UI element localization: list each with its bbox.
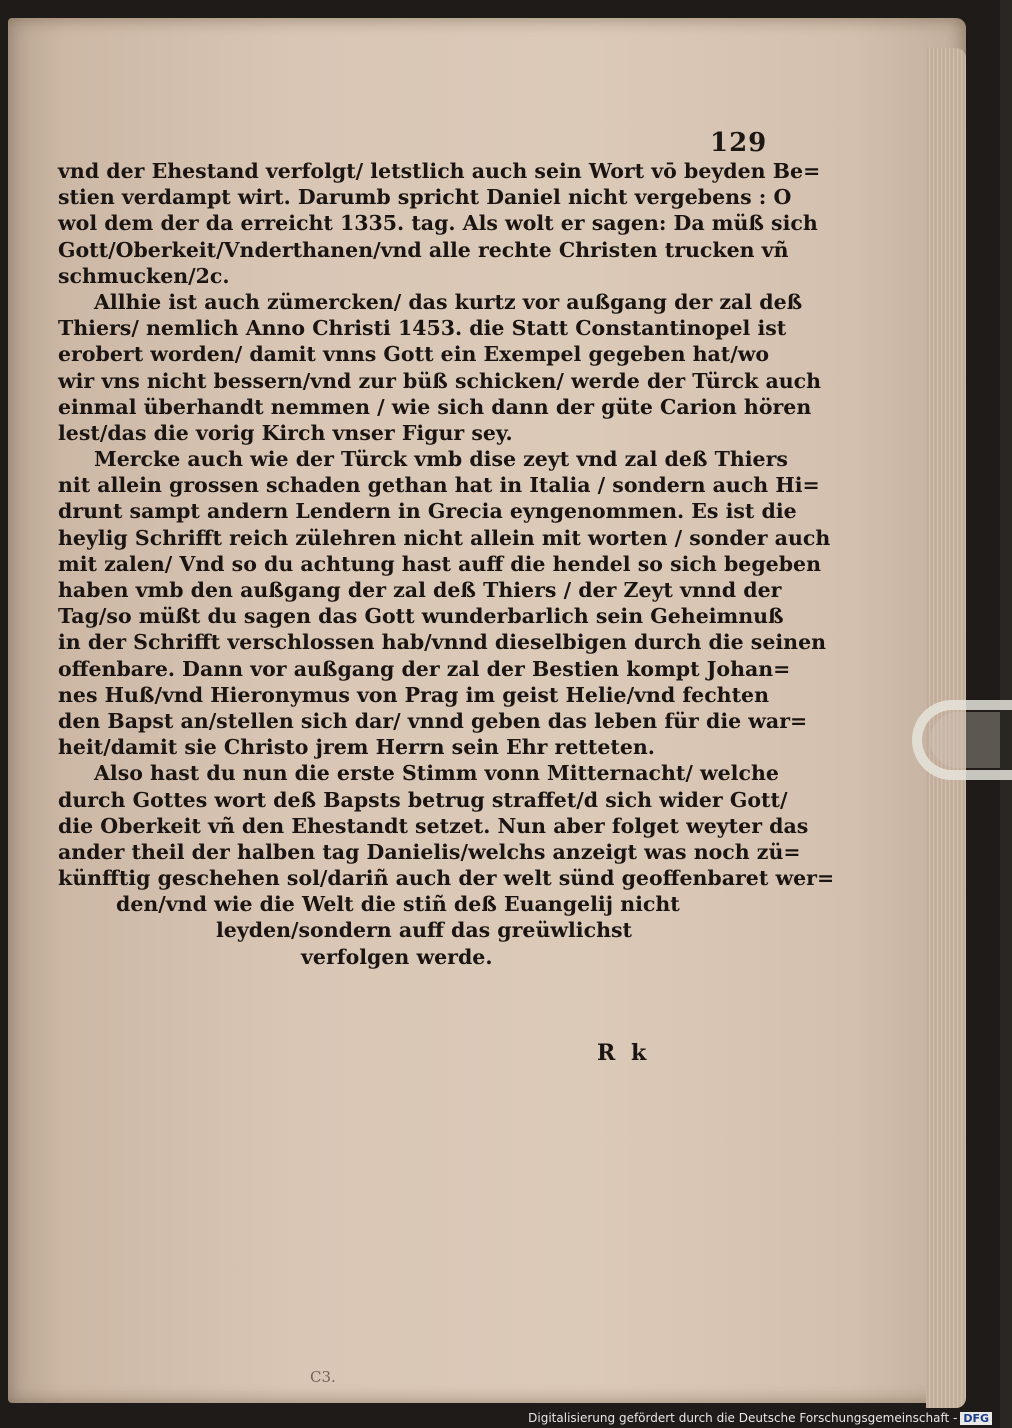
- text-line: mit zalen/ Vnd so du achtung hast auff die hendel so sich begeben: [58, 551, 821, 576]
- text-line: Mercke auch wie der Türck vmb dise zeyt vnd zal deß Thiers: [94, 447, 788, 472]
- body-text: [58, 158, 835, 970]
- text-line: künfftig geschehen sol/dariñ auch der welt sünd geoffenbaret wer=: [58, 866, 835, 891]
- text-line: Tag/so müßt du sagen das Gott wunderbarlich sein Geheimnuß: [58, 604, 784, 629]
- footer-credit: [528, 1411, 992, 1425]
- text-line: Allhie ist auch zümercken/ das kurtz vor außgang der zal deß: [94, 289, 803, 314]
- text-line: den/vnd wie die Welt die stiñ deß Euangelij nicht: [116, 892, 680, 917]
- text-line: heit/damit sie Christo jrem Herrn sein Ehr retteten.: [58, 735, 655, 760]
- text-line: in der Schrifft verschlossen hab/vnnd dieselbigen durch die seinen: [58, 630, 827, 655]
- dfg-logo: DFG: [960, 1412, 992, 1425]
- text-line: leyden/sondern auff das greüwlichst: [216, 918, 632, 943]
- text-line: ander theil der halben tag Danielis/welchs anzeigt was noch zü=: [58, 839, 801, 864]
- text-line: vnd der Ehestand verfolgt/ letstlich auch sein Wort vō beyden Be=: [58, 159, 821, 183]
- text-line: den Bapst an/stellen sich dar/ vnnd geben das leben für die war=: [58, 708, 808, 733]
- text-line: nit allein grossen schaden gethan hat in Italia / sondern auch Hi=: [58, 473, 820, 498]
- text-line: durch Gottes wort deß Bapsts betrug straffet/d sich wider Gott/: [58, 787, 788, 812]
- text-line: nes Huß/vnd Hieronymus von Prag im geist Helie/vnd fechten: [58, 682, 770, 707]
- text-line: wol dem der da erreicht 1335. tag. Als wolt er sagen: Da müß sich: [58, 211, 818, 236]
- text-line: Also hast du nun die erste Stimm vonn Mitternacht/ welche: [94, 761, 779, 786]
- text-line: wir vns nicht bessern/vnd zur büß schicken/ werde der Türck auch: [58, 368, 822, 393]
- text-line: offenbare. Dann vor außgang der zal der Bestien kompt Johan=: [58, 656, 791, 681]
- page-clip: [912, 700, 1012, 780]
- text-line: haben vmb den außgang der zal deß Thiers / der Zeyt vnnd der: [58, 578, 782, 602]
- text-line: Gott/Oberkeit/Vnderthanen/vnd alle rechte Christen trucken vñ: [58, 237, 789, 262]
- text-line: drunt sampt andern Lendern in Grecia eyngenommen. Es ist die: [58, 499, 797, 524]
- text-line: die Oberkeit vñ den Ehestandt setzet. Nun aber folget weyter das: [58, 813, 809, 838]
- text-line: Thiers/ nemlich Anno Christi 1453. die Statt Constantinopel ist: [58, 316, 787, 341]
- text-line: lest/das die vorig Kirch vnser Figur sey.: [58, 420, 513, 445]
- page-number: 129: [710, 128, 768, 158]
- bottom-mark: C3.: [310, 1368, 336, 1386]
- footer-text: Digitalisierung gefördert durch die Deutsche Forschungsgemeinschaft -: [528, 1411, 958, 1425]
- text-line: schmucken/2c.: [58, 263, 230, 288]
- text-line: stien verdampt wirt. Darumb spricht Daniel nicht vergebens : O: [58, 185, 792, 210]
- text-line: verfolgen werde.: [301, 944, 493, 969]
- text-line: erobert worden/ damit vnns Gott ein Exempel gegeben hat/wo: [58, 342, 770, 367]
- text-line: einmal überhandt nemmen / wie sich dann der güte Carion hören: [58, 394, 812, 419]
- text-line: heylig Schrifft reich zülehren nicht allein mit worten / sonder auch: [58, 525, 831, 550]
- signature-mark: R k: [597, 1040, 651, 1066]
